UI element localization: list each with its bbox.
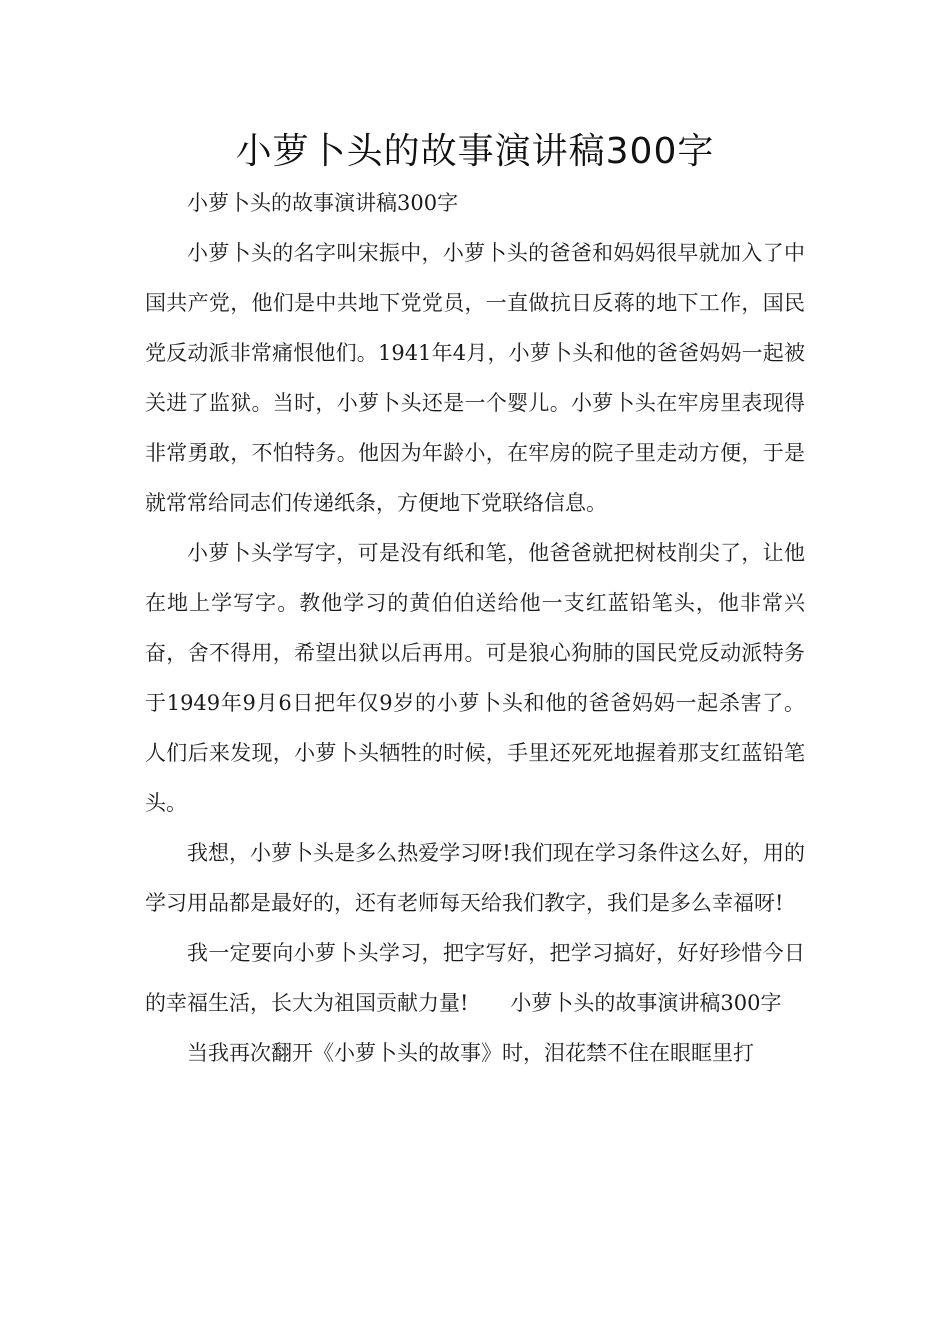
- paragraph-3: 我想，小萝卜头是多么热爱学习呀!我们现在学习条件这么好，用的学习用品都是最好的，还有老师每天给我们教字，我们是多么幸福呀!: [145, 841, 805, 915]
- paragraph-5: 当我再次翻开《小萝卜头的故事》时，泪花禁不住在眼眶里打: [187, 1041, 754, 1065]
- document-title: 小萝卜头的故事演讲稿300字: [235, 131, 715, 172]
- paragraph-4: 我一定要向小萝卜头学习，把字写好，把学习搞好，好好珍惜今日的幸福生活，长大为祖国贡献力量! 小萝卜头的故事演讲稿300字: [145, 941, 805, 1015]
- paragraph-subtitle: 小萝卜头的故事演讲稿300字: [187, 191, 459, 215]
- document-body: [145, 178, 805, 1078]
- paragraph-1: 小萝卜头的名字叫宋振中，小萝卜头的爸爸和妈妈很早就加入了中国共产党，他们是中共地下党党员，一直做抗日反蒋的地下工作，国民党反动派非常痛恨他们。1941年4月，小萝卜头和他的爸爸妈妈一起被关进了监狱。当时，小萝卜头还是一个婴儿。小萝卜头在牢房里表现得非常勇敢，不怕特务。他因为年龄小，在牢房的院子里走动方便，于是就常常给同志们传递纸条，方便地下党联络信息。: [145, 241, 805, 515]
- paragraph-2: 小萝卜头学写字，可是没有纸和笔，他爸爸就把树枝削尖了，让他在地上学写字。教他学习的黄伯伯送给他一支红蓝铅笔头，他非常兴奋，舍不得用，希望出狱以后再用。可是狼心狗肺的国民党反动派特务于1949年9月6日把年仅9岁的小萝卜头和他的爸爸妈妈一起杀害了。人们后来发现，小萝卜头牺牲的时候，手里还死死地握着那支红蓝铅笔头。: [145, 541, 805, 815]
